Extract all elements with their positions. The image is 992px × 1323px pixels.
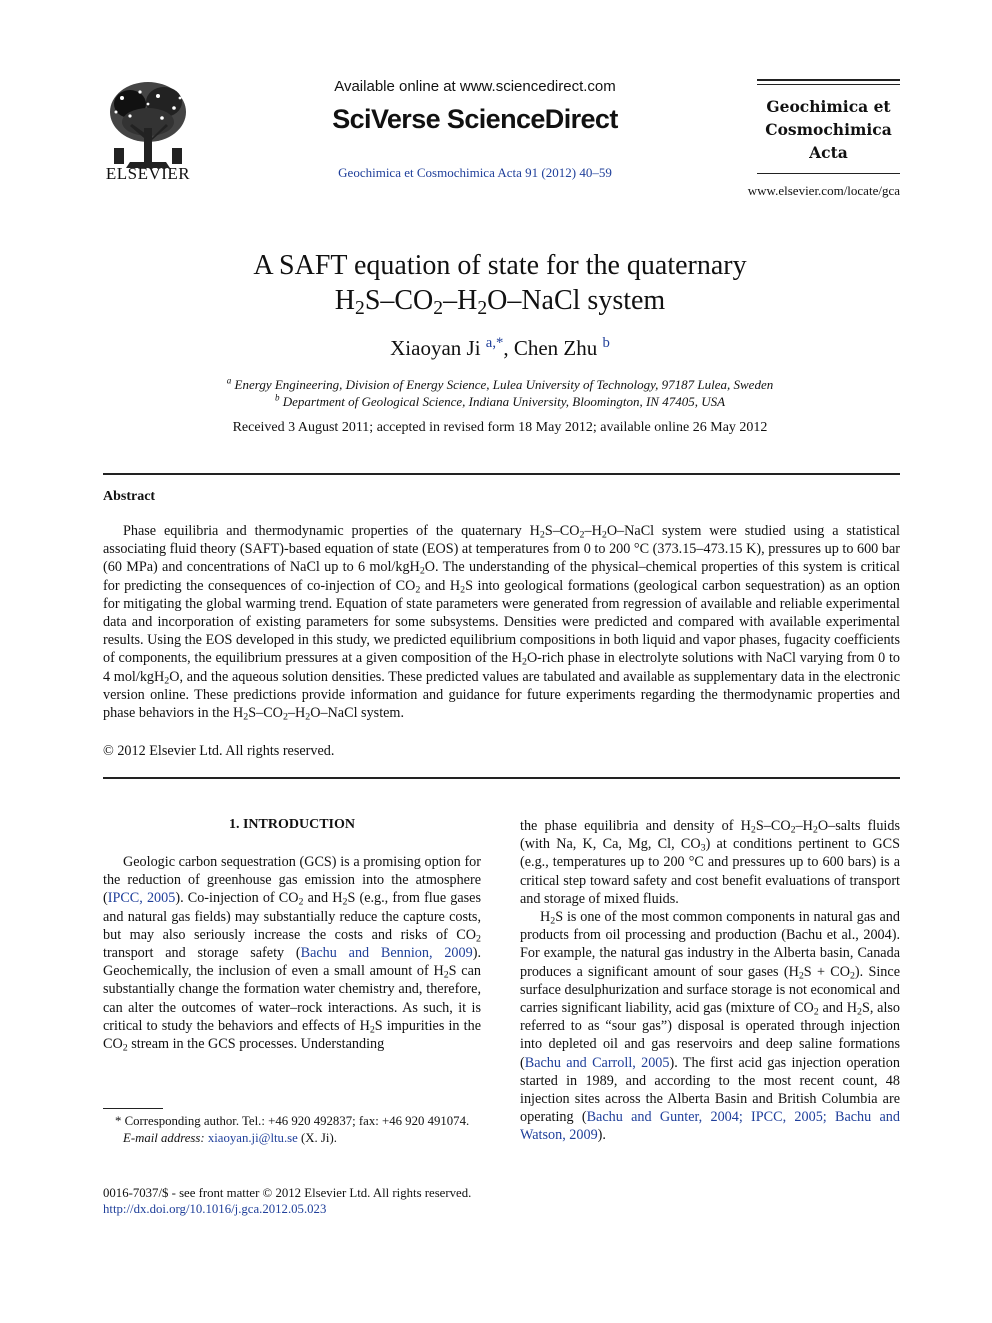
left-column: [103, 853, 481, 1053]
issn-line: 0016-7037/$ - see front matter © 2012 Elsevier Ltd. All rights reserved.: [103, 1186, 472, 1200]
available-online-text: Available online at www.sciencedirect.com: [334, 78, 616, 95]
intro-paragraph-1: Geologic carbon sequestration (GCS) is a promising option for the reduction of greenhouse gas emission into the atmosphere (IPCC, 2005). Co-injection of $CO_2$ and $H_2S$ (e.g., from flue gases and natural gas fields) may substantially reduce the capture costs, but may also seriously increase the costs and risks of $CO_2$ transport and storage safety (Bachu and Bennion, 2009). Geochemically, the inclusion of even a small amount of $H_2S$ can substantially change the formation water chemistry and, therefore, can alter the outcomes of water–rock interactions. As such, it is critical to study the behaviors and effects of $H_2S$ impurities in the $CO_2$ stream in the GCS processes. Understanding: [103, 854, 481, 1054]
affiliations: [100, 376, 900, 410]
author-marks[interactable]: b: [602, 335, 610, 351]
journal-box-rule-second: [757, 84, 900, 85]
journal-box-rule-top: [757, 79, 900, 81]
author-marks[interactable]: a,*: [485, 335, 504, 351]
journal-title-line: Acta: [809, 143, 848, 162]
sciverse-sciencedirect-logo: SciVerse ScienceDirect: [332, 104, 618, 134]
journal-title-box: [757, 79, 900, 164]
journal-box-rule-bottom: [757, 173, 900, 174]
article-history-dates: Received 3 August 2011; accepted in revised form 18 May 2012; available online 26 May 2012: [232, 420, 768, 435]
journal-url-link[interactable]: www.elsevier.com/locate/gca: [747, 183, 900, 198]
email-note: E-mail address: xiaoyan.ji@ltu.se (X. Ji).: [123, 1131, 337, 1145]
abstract-rule-top: [103, 473, 900, 475]
journal-citation-link[interactable]: Geochimica et Cosmochimica Acta 91 (2012) 40–59: [338, 165, 612, 180]
right-column: [520, 817, 900, 1145]
abstract-rule-bottom: [103, 777, 900, 779]
section-heading-introduction: 1. INTRODUCTION: [228, 817, 355, 832]
author-list: [100, 336, 900, 361]
footnote: [103, 1113, 481, 1147]
abstract-heading: Abstract: [103, 489, 156, 504]
article-title-line-2: $H_2S-CO_2-H_2O$–NaCl system: [334, 285, 666, 319]
journal-title: [757, 95, 900, 164]
publisher-name: ELSEVIER: [105, 164, 191, 183]
abstract-copyright: © 2012 Elsevier Ltd. All rights reserved.: [103, 743, 335, 759]
author-name: Xiaoyan Ji: [390, 336, 481, 360]
author-separator: ,: [503, 336, 514, 360]
article-title-line-1: A SAFT equation of state for the quaternary: [253, 250, 747, 281]
journal-title-line: Cosmochimica: [765, 120, 892, 139]
intro-paragraph-continued: the phase equilibria and density of $H_2S-CO_2-H_2O$–salts fluids (with Na, K, Ca, Mg, Cl, $CO_3$) at conditions pertinent to GCS (e.g., temperatures up to 200 °C and pressures up to 600 bars) is a critical step toward safety and cost benefit evaluations of transport and storage of mixed fluids.: [520, 818, 900, 907]
affiliation-a: $^a$ Energy Engineering, Division of Energy Science, Lulea University of Technology, 97187 Lulea, Sweden: [226, 375, 774, 392]
journal-title-line: Geochimica et: [766, 97, 891, 116]
article-title: [100, 248, 900, 318]
affiliation-b: $^b$ Department of Geological Science, Indiana University, Bloomington, IN 47405, USA: [274, 392, 726, 409]
corresponding-author-note: * Corresponding author. Tel.: +46 920 492837; fax: +46 920 491074.: [115, 1114, 470, 1128]
abstract-body: Phase equilibria and thermodynamic properties of the quaternary $H_2S-CO_2-H_2O$–NaCl system were studied using a statistical associating fluid theory (SAFT)-based equation of state (EOS) at temperatures from 0 to 200 °C (373.15–473.15 K), pressures up to 600 bar (60 MPa) and concentrations of NaCl up to 6 mol/kgH$_2$O. The understanding of the physical–chemical properties of this system is critical for predicting the consequences of co-injection of $CO_2$ and $H_2S$ into geological formations (geological carbon sequestration) as an option for mitigating the global warming trend. Equation of state parameters were generated from regression of available and reliable experimental data and incorporation of existing parameters for some subsystems. Densities were predicted and compared with available experimental results. Using the EOS developed in this study, we predicted equilibrium compositions in both liquid and vapor phases, fugacity coefficients of components, the equilibrium pressures at a given composition of the $H_2O$-rich phase in electrolyte solutions with NaCl varying from 0 to 4 mol/kgH$_2$O, and the aqueous solution densities. These predicted values are tabulated and available as supplementary data in the electronic version online. These predictions provide information and guidance for future experiments regarding the thermodynamic properties and phase behaviors in the $H_2S-CO_2-H_2O$–NaCl system.: [103, 523, 900, 723]
intro-paragraph-2: $H_2S$ is one of the most common components in natural gas and products from oil processing and production (Bachu et al., 2004). For example, the natural gas industry in the Alberta basin, Canada produces a significant amount of sour gases $(H_2S + CO_2)$. Since surface desulphurization and surface storage is not economical and carries significant liability, acid gas (mixture of $CO_2$ and $H_2S$, also referred to as “sour gas”) disposal is operated through injection into depleted oil and gas reservoirs and deep saline formations (Bachu and Carroll, 2005). The first acid gas injection operation started in 1989, and according to the most recent count, 48 injection sites across the Alberta Basin and British Columbia are operating (Bachu and Gunter, 2004; IPCC, 2005; Bachu and Watson, 2009).: [520, 909, 900, 1144]
doi-link[interactable]: http://dx.doi.org/10.1016/j.gca.2012.05.023: [103, 1202, 327, 1216]
email-link[interactable]: xiaoyan.ji@ltu.se: [207, 1131, 298, 1145]
footnote-rule: [103, 1108, 163, 1109]
front-matter: [103, 1185, 603, 1217]
author-name: Chen Zhu: [513, 336, 598, 360]
